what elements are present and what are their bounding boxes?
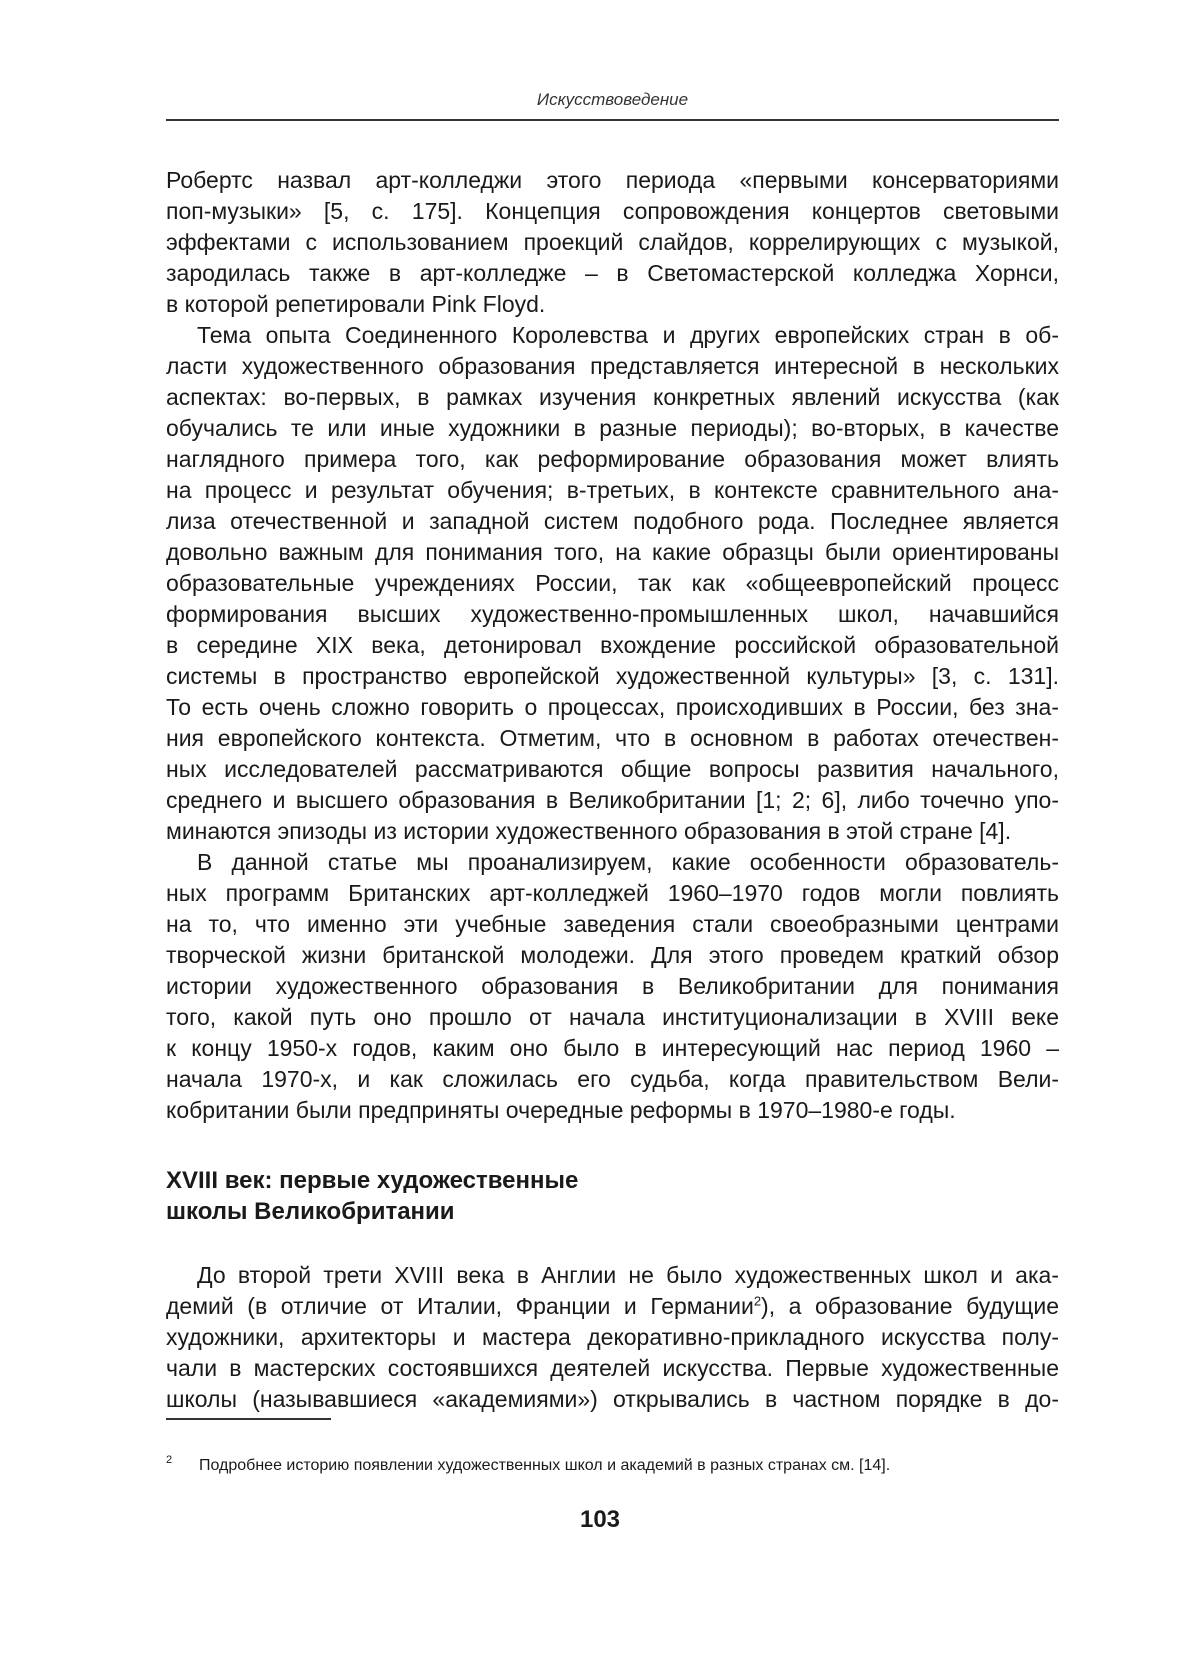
- footnote-reference[interactable]: 2: [753, 1293, 762, 1309]
- text-line: школы (называвшиеся «академиями») открывались в частном порядке в до-: [166, 1386, 1059, 1412]
- text-line: образовательные учреждениях России, так как «общеевропейский процесс: [166, 570, 1059, 596]
- text-line: аспектах: во-первых, в рамках изучения конкретных явлений искусства (как: [166, 384, 1059, 410]
- main-text: [166, 165, 1059, 1126]
- text-line: До второй трети XVIII века в Англии не было художественных школ и ака-: [197, 1262, 1059, 1288]
- text-line: Тема опыта Соединенного Королевства и других европейских стран в об-: [197, 322, 1059, 348]
- text-line: чали в мастерских состоявшихся деятелей искусства. Первые художественные: [166, 1355, 1059, 1381]
- page-number: 103: [579, 1506, 621, 1533]
- text-line: среднего и высшего образования в Великобритании [1; 2; 6], либо точечно упо-: [166, 787, 1059, 813]
- header-rule: [166, 119, 1059, 121]
- text-line: лиза отечественной и западной систем подобного рода. Последнее является: [166, 508, 1059, 534]
- footnote-mark: 2: [166, 1454, 173, 1466]
- text-line: зародилась также в арт-колледже – в Светомастерской колледжа Хорнси,: [166, 260, 1059, 286]
- text-line: [166, 1291, 1059, 1322]
- running-head: Искусствоведение: [536, 90, 689, 109]
- text-line: на то, что именно эти учебные заведения стали своеобразными центрами: [166, 911, 1059, 937]
- heading-line: XVIII век: первые художественные: [166, 1167, 579, 1194]
- footnote-text: Подробнее историю появлении художественных школ и академий в разных странах см. [14].: [199, 1457, 891, 1474]
- text-fragment: ), а образование будущие: [761, 1293, 1059, 1319]
- heading-line: школы Великобритании: [166, 1198, 455, 1225]
- text-line: ных исследователей рассматриваются общие вопросы развития начального,: [166, 756, 1059, 782]
- paragraph-2: [166, 320, 1059, 847]
- paragraph-3: [166, 847, 1059, 1126]
- text-line: В данной статье мы проанализируем, какие особенности образователь-: [197, 849, 1059, 875]
- section-heading: [166, 1165, 1059, 1227]
- text-line: творческой жизни британской молодежи. Для этого проведем краткий обзор: [166, 942, 1059, 968]
- text-line: в которой репетировали Pink Floyd.: [166, 291, 546, 317]
- paragraph-1: [166, 165, 1059, 320]
- text-line: к концу 1950-х годов, каким оно было в интересующий нас период 1960 –: [166, 1035, 1059, 1061]
- text-fragment: демий (в отличие от Италии, Франции и Германии: [166, 1293, 754, 1319]
- text-line: начала 1970-х, и как сложилась его судьба, когда правительством Вели-: [166, 1066, 1059, 1092]
- text-line: кобритании были предприняты очередные реформы в 1970–1980-е годы.: [166, 1097, 956, 1123]
- text-line: художники, архитекторы и мастера декоративно-прикладного искусства полу-: [166, 1324, 1059, 1350]
- text-line: на процесс и результат обучения; в-третьих, в контексте сравнительного ана-: [166, 477, 1059, 503]
- text-line: в середине XIX века, детонировал вхождение российской образовательной: [166, 632, 1059, 658]
- text-line: обучались те или иные художники в разные периоды); во-вторых, в качестве: [166, 415, 1059, 441]
- text-line: ных программ Британских арт-колледжей 1960–1970 годов могли повлиять: [166, 880, 1059, 906]
- text-line: То есть очень сложно говорить о процессах, происходивших в России, без зна-: [166, 694, 1059, 720]
- text-line: того, какой путь оно прошло от начала институционализации в XVIII веке: [166, 1004, 1059, 1030]
- text-line: системы в пространство европейской художественной культуры» [3, с. 131].: [166, 663, 1059, 689]
- text-line: наглядного примера того, как реформирование образования может влиять: [166, 446, 1059, 472]
- text-line: эффектами с использованием проекций слайдов, коррелирующих с музыкой,: [166, 229, 1059, 255]
- text-line: довольно важным для понимания того, на какие образцы были ориентированы: [166, 539, 1059, 565]
- text-line: ния европейского контекста. Отметим, что в основном в работах отечествен-: [166, 725, 1059, 751]
- footnote-rule: [166, 1418, 331, 1420]
- text-line: минаются эпизоды из истории художественного образования в этой стране [4].: [166, 818, 1012, 844]
- text-line: Робертс назвал арт-колледжи этого периода «первыми консерваториями: [166, 167, 1059, 193]
- text-line: поп-музыки» [5, с. 175]. Концепция сопровождения концертов световыми: [166, 198, 1059, 224]
- text-line: ласти художественного образования представляется интересной в нескольких: [166, 353, 1059, 379]
- paragraph-4: [166, 1260, 1059, 1415]
- text-line: истории художественного образования в Великобритании для понимания: [166, 973, 1059, 999]
- text-line: формирования высших художественно-промышленных школ, начавшийся: [166, 601, 1059, 627]
